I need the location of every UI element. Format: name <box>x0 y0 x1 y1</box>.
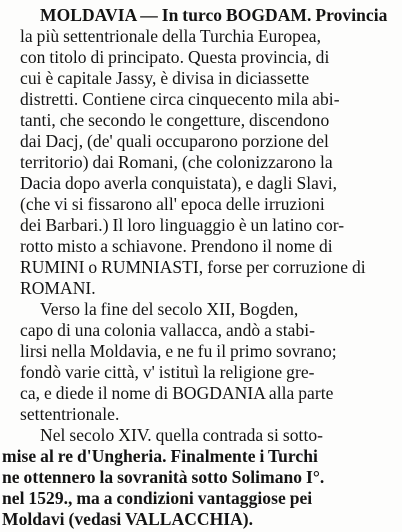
text-line: rotto misto a schiavone. Prendono il nome di <box>20 236 333 256</box>
text-line: distretti. Contiene circa cinquecento mila abi- <box>20 89 340 109</box>
text-line: lirsi nella Moldavia, e ne fu il primo sovrano; <box>20 341 337 361</box>
text-line: cui è capitale Jassy, è divisa in diciassette <box>20 68 310 88</box>
text-line: capo di una colonia vallacca, andò a stabi- <box>20 320 316 340</box>
text-line: Dacia dopo averla conquistata), e dagli Slavi, <box>20 173 338 193</box>
text-line: ne ottennero la sovranità sotto Solimano I°. <box>2 467 325 487</box>
text-line: mise al re d'Ungheria. Finalmente i Turchi <box>2 446 318 466</box>
text-line: settentrionale. <box>20 404 120 424</box>
text-line: (che vi si fissarono all' epoca delle irruzioni <box>20 194 325 214</box>
text-line: ca, e diede il nome di BOGDANIA alla parte <box>20 383 334 403</box>
text-line: la più settentrionale della Turchia Europea, <box>20 26 322 46</box>
text-line: Nel secolo XIV. quella contrada si sotto- <box>40 425 324 445</box>
text-line: fondò varie città, v' istituì la religione gre- <box>20 362 315 382</box>
text-line: RUMINI o RUMNIASTI, forse per corruzione di <box>20 257 366 277</box>
text-line: Moldavi (vedasi VALLACCHIA). <box>2 509 254 529</box>
text-line: territorio) dai Romani, (che colonizzarono la <box>20 152 333 172</box>
text-line: dei Barbari.) Il loro linguaggio è un latino cor- <box>20 215 345 235</box>
text-line: dai Dacj, (de' quali occuparono porzione del <box>20 131 329 151</box>
text-line: nel 1529., ma a condizioni vantaggiose pei <box>2 488 313 508</box>
text-line: ROMANI. <box>20 278 96 298</box>
text-line: Verso la fine del secolo XII, Bogden, <box>40 299 299 319</box>
text-line: MOLDAVIA — In turco BOGDAM. Provincia <box>40 5 388 25</box>
text-line: con titolo di principato. Questa provincia, di <box>20 47 330 67</box>
text-line: tanti, che secondo le congetture, discendono <box>20 110 330 130</box>
